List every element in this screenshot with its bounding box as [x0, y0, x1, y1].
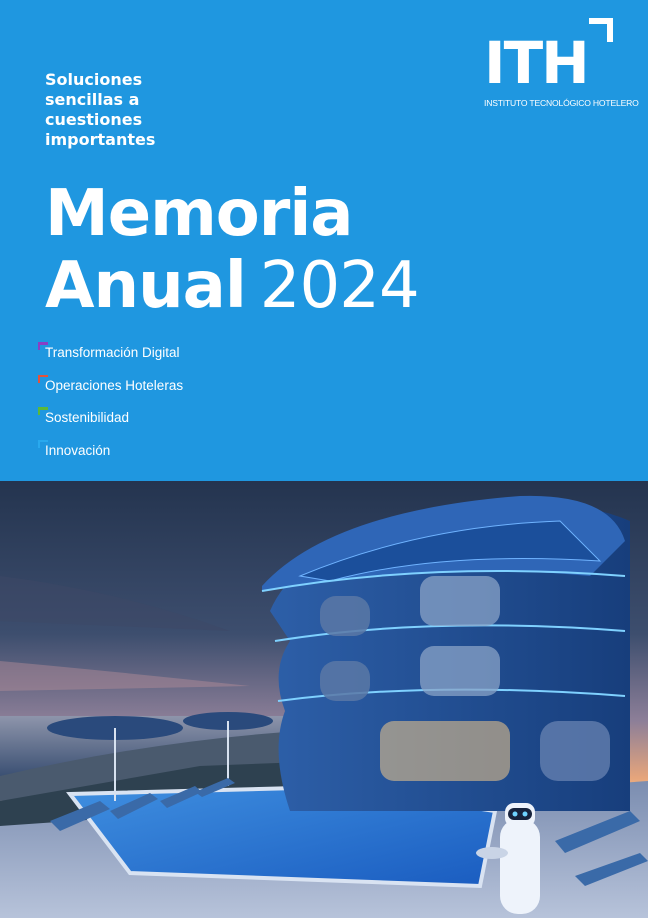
topic-label: Transformación Digital [45, 345, 180, 360]
ith-logo [482, 18, 639, 114]
title-line-1: Memoria [45, 177, 353, 251]
title-year: 2024 [259, 249, 419, 323]
tagline-line: Soluciones [45, 70, 143, 89]
logo-subtitle: INSTITUTO TECNOLÓGICO HOTELERO [484, 98, 639, 108]
topic-label: Innovación [45, 442, 111, 458]
corner-marker-icon [38, 440, 40, 448]
corner-marker-icon [38, 342, 40, 350]
title-line-2 [45, 250, 419, 322]
logo-mark: ITH [484, 29, 588, 97]
title-anual: Anual [45, 249, 246, 323]
corner-marker-icon [38, 375, 40, 383]
cover-photo-hotel [0, 481, 648, 918]
tagline-line: sencillas a [45, 90, 140, 109]
tagline [45, 70, 245, 150]
corner-marker-icon [38, 407, 40, 415]
tagline-line: importantes [45, 130, 156, 149]
topic-label: Operaciones Hoteleras [45, 377, 184, 393]
tagline-line: cuestiones [45, 110, 143, 129]
logo-corner-bracket-icon [589, 18, 613, 42]
topic-label: Sostenibilidad [45, 410, 130, 426]
